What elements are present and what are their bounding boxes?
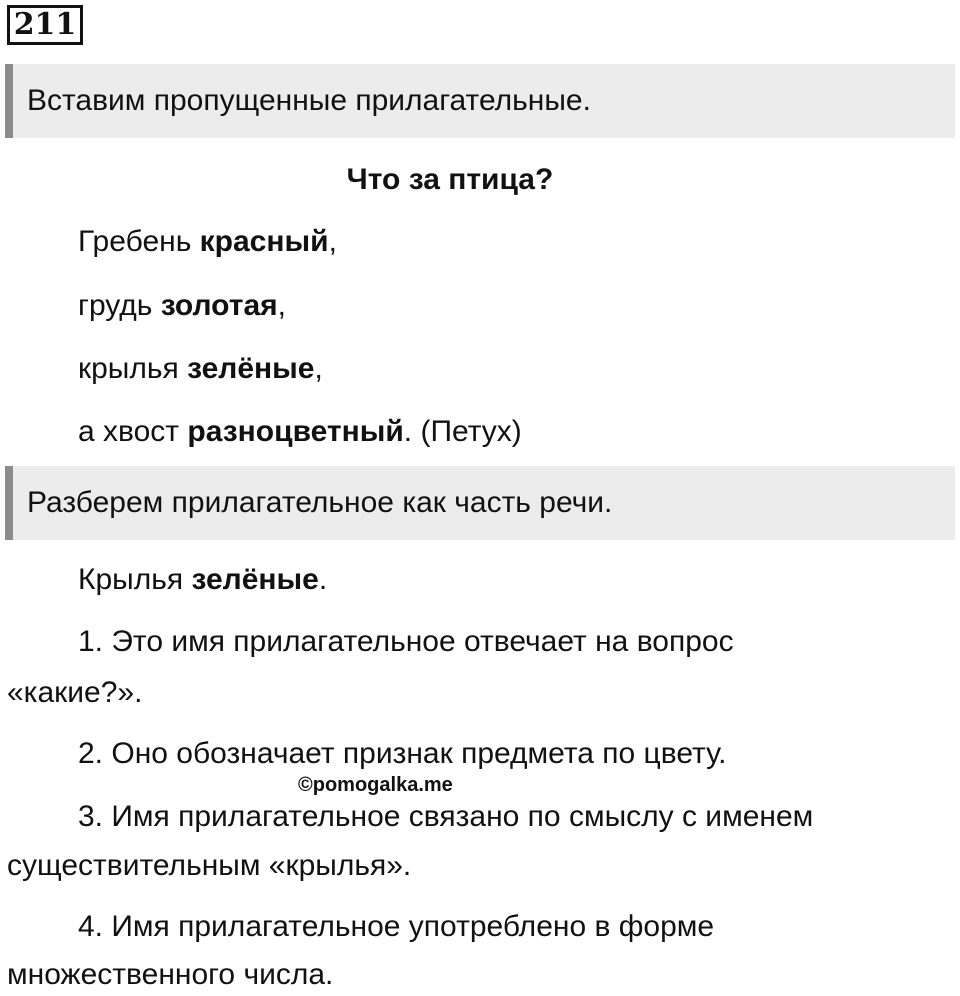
poem-line: [78, 412, 522, 452]
watermark: ©pomogalka.me: [298, 774, 453, 796]
poem-line-text: а хвост: [78, 415, 188, 448]
analysis-point-1: 1. Это имя прилагательное отвечает на вопрос: [78, 625, 734, 658]
analyzed-phrase: [78, 560, 327, 600]
task-number: 211: [7, 5, 83, 45]
section-header-insert-adjectives: Вставим пропущенные прилагательные.: [5, 64, 955, 138]
poem-line-text: грудь: [78, 289, 161, 322]
phrase-adjective: зелёные: [191, 563, 319, 596]
section-header-parse-adjective: Разберем прилагательное как часть речи.: [5, 466, 955, 540]
analysis-point-1-cont: «какие?».: [7, 676, 143, 709]
poem-line-punct: . (Петух): [403, 415, 522, 448]
poem-title: Что за птица?: [346, 163, 554, 196]
poem-line-adjective: разноцветный: [187, 415, 404, 448]
poem-line-adjective: зелёные: [187, 352, 315, 385]
poem-line-punct: ,: [277, 289, 286, 322]
poem-line-punct: ,: [314, 352, 323, 385]
poem-line: [78, 286, 286, 326]
poem-line-adjective: красный: [199, 225, 329, 258]
phrase-noun: Крылья: [78, 563, 192, 596]
analysis-point-3: 3. Имя прилагательное связано по смыслу с именем: [78, 800, 814, 833]
poem-line-punct: ,: [328, 225, 337, 258]
poem-line-adjective: золотая: [160, 289, 278, 322]
poem-line: [78, 349, 323, 389]
poem-line: [78, 222, 337, 262]
analysis-point-3-cont: существительным «крылья».: [7, 849, 412, 882]
phrase-punct: .: [318, 563, 328, 596]
poem-line-text: крылья: [78, 352, 188, 385]
poem-line-text: Гребень: [78, 225, 200, 258]
analysis-point-4-cont: множественного числа.: [7, 958, 334, 991]
analysis-point-2: 2. Оно обозначает признак предмета по цвету.: [78, 737, 727, 770]
analysis-point-4: 4. Имя прилагательное употреблено в форме: [78, 910, 715, 943]
